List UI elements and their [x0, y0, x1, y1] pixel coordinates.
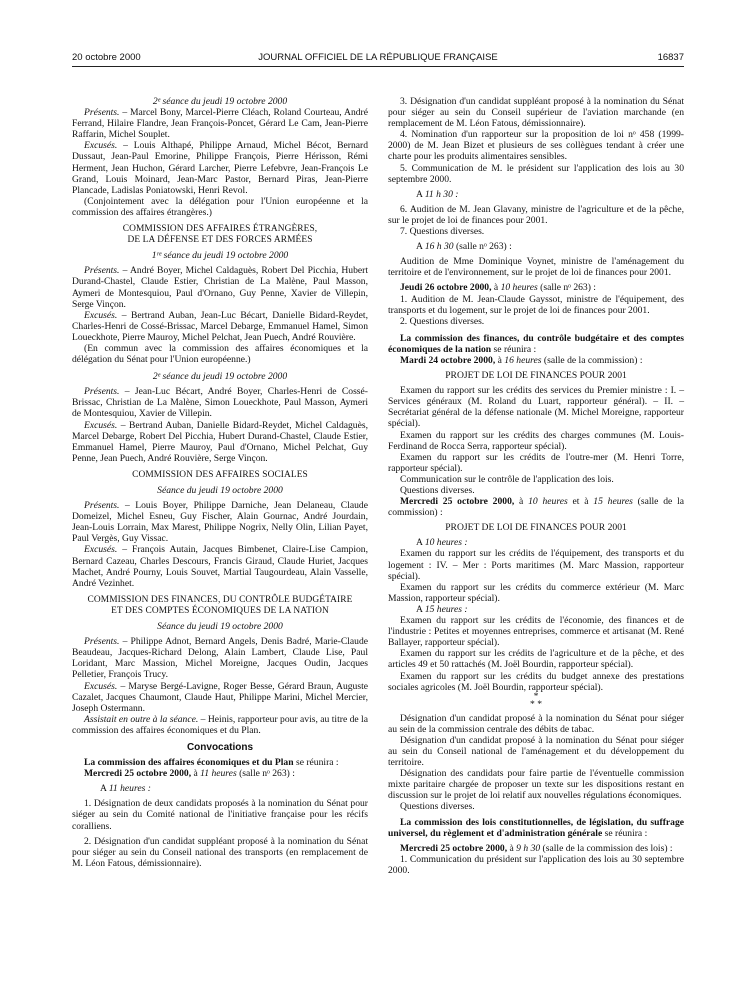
- time-italic: 15 heures: [593, 496, 633, 508]
- intro-rest: se réunira :: [491, 343, 537, 355]
- session-title: Séance du jeudi 19 octobre 2000: [157, 621, 283, 633]
- time-prefix: A: [416, 603, 425, 615]
- time-slot: [72, 783, 368, 794]
- assist-paragraph: [72, 714, 368, 736]
- separator-star: *: [533, 690, 539, 702]
- commission-title: DE LA DÉFENSE ET DES FORCES ARMÉES: [127, 235, 313, 246]
- commission-title: ET DES COMPTES ÉCONOMIQUES DE LA NATION: [111, 605, 329, 616]
- time-rest: (salle nᵒ 263) :: [453, 241, 512, 253]
- subheading: PROJET DE LOI DE FINANCES POUR 2001: [445, 522, 627, 534]
- convocation-intro: [388, 333, 684, 355]
- session-title: Séance du jeudi 19 octobre 2000: [157, 485, 283, 496]
- presents-names: – Louis Boyer, Philippe Darniche, Jean Delaneau, Claude Domeizel, Michel Esneu, Guy Fischer, Alain Gournac, André Jourdain, Jean-Louis Lorrain, Max Marest, Philippe Nogrix, Nelly Olin, Lilian Payet, Paul Vergès, Guy Vissac.: [72, 500, 368, 545]
- time-italic: 11 heures: [200, 768, 237, 780]
- presents-label: Présents.: [84, 107, 120, 119]
- date-text: à: [507, 842, 517, 854]
- date-text: à: [495, 354, 505, 366]
- time-italic: 10 heures: [528, 496, 568, 508]
- date-text: (salle de la commission des lois) :: [540, 842, 673, 854]
- agenda-item: Audition de Mme Dominique Voynet, ministre de l'aménagement du territoire et de l'environnement, sur le projet de loi de finances pour 2001.: [388, 256, 684, 279]
- agenda-item: Désignation d'un candidat proposé à la nomination du Sénat pour siéger au sein du Conseil national de l'aménagement et du développement du territoire.: [388, 734, 684, 769]
- time-italic: 10 heures: [500, 282, 538, 294]
- presents-paragraph: [72, 386, 368, 419]
- agenda-item: Désignation d'un candidat proposé à la nomination du Sénat pour siéger au sein de la commission centrale des débits de tabac.: [388, 712, 684, 735]
- intro-rest: se réunira :: [293, 757, 339, 769]
- date-text: (salle nᵒ 263) :: [236, 768, 295, 780]
- date-text: à: [514, 496, 529, 508]
- header-date: 20 octobre 2000: [72, 52, 141, 63]
- session-title: 2ᵉ séance du jeudi 19 octobre 2000: [152, 96, 288, 107]
- agenda-item: Désignation des candidats pour faire partie de l'éventuelle commission mixte paritaire chargée de proposer un texte sur les dispositions restant en discussion sur le projet de loi relatif aux nouvelles régulations économiques.: [388, 768, 684, 802]
- date-bold: Mercredi 25 octobre 2000,: [400, 496, 515, 508]
- agenda-item: Examen du rapport sur les crédits de l'agriculture et de la pêche, et des articles 49 et 50 rattachés (M. Joël Bourdin, rapporteur spécial).: [388, 648, 684, 671]
- presents-paragraph: [72, 265, 368, 309]
- time-italic: 15 heures :: [424, 603, 468, 615]
- agenda-item: 7. Questions diverses.: [400, 226, 485, 238]
- presents-label: Présents.: [84, 636, 120, 648]
- excuses-paragraph: [72, 140, 368, 195]
- meeting-date: [388, 282, 684, 293]
- agenda-item: 1. Désignation de deux candidats proposés à la nomination du Sénat pour siéger au sein du Comité national de l'initiative française pour les récifs coralliens.: [72, 798, 368, 832]
- agenda-item: Examen du rapport sur les crédits des services du Premier ministre : I. – Services généraux (M. Roland du Luart, rapporteur général). – II. – Secrétariat général de la défense nationale (M. Michel Moreigne, rapporteur spécial).: [388, 385, 684, 430]
- agenda-item: 2. Questions diverses.: [400, 315, 485, 327]
- presents-paragraph: [72, 107, 368, 140]
- header-rule: [72, 66, 684, 67]
- agenda-item: Examen du rapport sur les crédits des charges communes (M. Louis-Ferdinand de Rocca Serra, rapporteur spécial).: [388, 429, 684, 452]
- excuses-names: – Louis Althapé, Philippe Arnaud, Michel Bécot, Bernard Dussaut, Jean-Paul Emorine, Philippe François, Pierre Hérisson, Rémi Herment, Jean Huchon, Gérard Larcher, Pierre Lefebvre, Jean-François Le Grand, Louis Moinard, Jean-Marc Pastor, Bernard Piras, Jean-Pierre Plancade, Ladislas Poniatowski, Henri Revol.: [72, 140, 368, 196]
- session-title: 2ᵉ séance du jeudi 19 octobre 2000: [152, 371, 288, 383]
- session-note: (Conjointement avec la délégation pour l'Union européenne et la commission des affaires étrangères.): [72, 195, 368, 218]
- time-italic: 16 h 30: [424, 241, 454, 253]
- excuses-names: – Bertrand Auban, Jean-Luc Bécart, Danielle Bidard-Reydet, Charles-Henri de Cossé-Brissac, Marcel Debarge, Emmanuel Hamel, Simon Loueckhote, Pierre Mauroy, Michel Pelchat, Jean Puech, André Rouvière.: [72, 309, 368, 343]
- agenda-item: Examen du rapport sur les crédits de l'économie, des finances et de l'industrie : Petites et moyennes entreprises, commerce et artisanat (M. René Ballayer, rapporteur spécial).: [388, 615, 684, 649]
- time-prefix: A: [416, 537, 425, 549]
- date-bold: Mercredi 25 octobre 2000,: [400, 842, 508, 854]
- date-text: à: [491, 282, 501, 294]
- time-prefix: A: [100, 783, 109, 795]
- meeting-date: [72, 768, 368, 779]
- presents-names: – André Boyer, Michel Caldaguès, Robert Del Picchia, Hubert Durand-Chastel, Claude Estier, Christian de La Malène, Paul Masson, Aymeri de Montesquiou, Paul d'Ornano, Guy Penne, Xavier de Villepin, Serge Vinçon.: [72, 265, 368, 310]
- agenda-item: Questions diverses.: [400, 801, 475, 813]
- convocations-title: Convocations: [186, 741, 254, 753]
- agenda-item: Communication sur le contrôle de l'application des lois.: [400, 473, 614, 485]
- date-text: à: [191, 768, 201, 780]
- date-text: (salle de la commission) :: [541, 354, 643, 366]
- session-note: (En commun avec la commission des affaires économiques et la délégation du Sénat pour l'Union européenne.): [72, 342, 368, 366]
- date-text: (salle de la commission) :: [388, 496, 684, 519]
- meeting-date: [388, 843, 684, 854]
- time-slot: [388, 537, 684, 548]
- excuses-names: – Bertrand Auban, Danielle Bidard-Reydet, Michel Caldaguès, Marcel Debarge, Robert Del Picchia, Hubert Durand-Chastel, Claude Estier, Emmanuel Hamel, Pierre Mauroy, Paul d'Ornano, Michel Pelchat, Guy Penne, Jean Puech, André Rouvière, Serge Vinçon.: [72, 419, 368, 464]
- presents-label: Présents.: [84, 500, 120, 512]
- presents-label: Présents.: [84, 386, 120, 398]
- meeting-date: [388, 355, 684, 366]
- time-italic: 11 heures :: [108, 783, 151, 795]
- agenda-item: Examen du rapport sur les crédits du commerce extérieur (M. Marc Massion, rapporteur spécial).: [388, 581, 684, 604]
- agenda-item: 1. Communication du président sur l'application des lois au 30 septembre 2000.: [388, 853, 684, 876]
- convocation-intro: [72, 757, 368, 768]
- header-title: JOURNAL OFFICIEL DE LA RÉPUBLIQUE FRANÇAISE: [258, 52, 498, 63]
- time-italic: 10 heures :: [424, 537, 468, 549]
- excuses-label: Excusés.: [84, 680, 118, 692]
- page-header: [72, 52, 684, 64]
- presents-label: Présents.: [84, 265, 120, 277]
- commission-title: COMMISSION DES AFFAIRES SOCIALES: [132, 469, 308, 480]
- excuses-label: Excusés.: [84, 140, 118, 152]
- date-bold: Mercredi 25 octobre 2000,: [84, 768, 192, 780]
- time-prefix: A: [416, 241, 425, 253]
- time-slot: [388, 604, 684, 615]
- excuses-paragraph: [72, 544, 368, 588]
- time-italic: 11 h 30 :: [424, 188, 459, 200]
- agenda-item: Examen du rapport sur les crédits du budget annexe des prestations sociales agricoles (M. Joël Bourdin, rapporteur spécial).: [388, 670, 684, 693]
- commission-name: La commission des affaires économiques et du Plan: [84, 757, 294, 769]
- date-text: et à: [567, 496, 594, 508]
- agenda-item: 2. Désignation d'un candidat suppléant proposé à la nomination du Sénat pour siéger au sein du Conseil national des transports (en remplacement de M. Léon Fatous, démissionnaire).: [72, 835, 368, 869]
- left-column: [72, 96, 368, 869]
- time-italic: 16 heures: [504, 354, 542, 366]
- agenda-item: 1. Audition de M. Jean-Claude Gayssot, ministre de l'équipement, des transports et du logement, sur le projet de loi de finances pour 2001.: [388, 293, 684, 316]
- presents-paragraph: [72, 636, 368, 680]
- excuses-names: – François Autain, Jacques Bimbenet, Claire-Lise Campion, Bernard Cazeau, Charles Descours, Francis Giraud, Claude Huriet, Jacques Machet, André Pourny, Louis Souvet, Martial Taugourdeau, Alain Vasselle, André Vezinhet.: [72, 544, 368, 589]
- excuses-paragraph: [72, 420, 368, 464]
- session-title: 1ʳᵉ séance du jeudi 19 octobre 2000: [151, 250, 289, 262]
- excuses-label: Excusés.: [84, 419, 118, 431]
- excuses-label: Excusés.: [84, 309, 118, 321]
- commission-title: COMMISSION DES FINANCES, DU CONTRÔLE BUDGÉTAIRE: [87, 594, 353, 605]
- header-page-number: 16837: [657, 52, 684, 63]
- agenda-item: Questions diverses.: [400, 485, 475, 496]
- date-bold: Jeudi 26 octobre 2000,: [400, 282, 492, 294]
- excuses-paragraph: [72, 310, 368, 343]
- time-italic: 9 h 30: [516, 842, 541, 854]
- meeting-date: [388, 496, 684, 518]
- excuses-names: – Maryse Bergé-Lavigne, Roger Besse, Gérard Braun, Auguste Cazalet, Jacques Chaumont, Claude Haut, Philippe Marini, Michel Mercier, Joseph Ostermann.: [72, 680, 368, 714]
- commission-name: La commission des lois constitutionnelles, de législation, du suffrage universel, du règlement et d'administration générale: [388, 816, 684, 839]
- assist-label: Assistait en outre à la séance.: [84, 713, 199, 725]
- agenda-item: 4. Nomination d'un rapporteur sur la proposition de loi nᵒ 458 (1999-2000) de M. Jean Bizet et plusieurs de ses collègues tendant à créer une charte pour les produits alimentaires sensibles.: [388, 129, 684, 163]
- time-prefix: A: [416, 188, 425, 200]
- agenda-item: Examen du rapport sur les crédits de l'outre-mer (M. Henri Torre, rapporteur spécial).: [388, 451, 684, 474]
- time-slot: [388, 241, 684, 252]
- excuses-label: Excusés.: [84, 544, 118, 556]
- presents-names: – Marcel Bony, Marcel-Pierre Cléach, Roland Courteau, André Ferrand, Hilaire Flandre, Jean François-Poncet, Gérard Le Cam, Jean-Pierre Raffarin, Michel Souplet.: [72, 107, 368, 141]
- separator-stars: * *: [530, 698, 542, 710]
- agenda-item: 3. Désignation d'un candidat suppléant proposé à la nomination du Sénat pour siéger au sein du Conseil supérieur de l'aviation marchande (en remplacement de M. Léon Fatous, démissionnaire).: [388, 96, 684, 130]
- date-bold: Mardi 24 octobre 2000,: [400, 354, 496, 366]
- right-column: [388, 96, 684, 876]
- presents-names: – Philippe Adnot, Bernard Angels, Denis Badré, Marie-Claude Beaudeau, Jacques-Richard Delong, Alain Lambert, Claude Lise, Paul Loridant, Marc Massion, Michel Moreigne, Jacques Oudin, Jacques Pelletier, François Trucy.: [72, 636, 368, 681]
- time-slot: [388, 189, 684, 200]
- date-text: (salle nᵒ 263) :: [537, 282, 596, 294]
- presents-names: – Jean-Luc Bécart, André Boyer, Charles-Henri de Cossé-Brissac, Christian de La Malène, Simon Loueckhote, Paul Masson, Aymeri de Montesquiou, Xavier de Villepin.: [72, 386, 368, 420]
- convocation-intro: [388, 817, 684, 839]
- agenda-item: 6. Audition de M. Jean Glavany, ministre de l'agriculture et de la pêche, sur le projet de loi de finances pour 2001.: [388, 203, 684, 226]
- intro-rest: se réunira :: [602, 827, 648, 839]
- agenda-item: Examen du rapport sur les crédits de l'équipement, des transports et du logement : IV. – Mer : Ports maritimes (M. Marc Massion, rapporteur spécial).: [388, 548, 684, 582]
- commission-title: COMMISSION DES AFFAIRES ÉTRANGÈRES,: [122, 224, 318, 235]
- presents-paragraph: [72, 500, 368, 544]
- subheading: PROJET DE LOI DE FINANCES POUR 2001: [445, 370, 627, 382]
- agenda-item: 5. Communication de M. le président sur l'application des lois au 30 septembre 2000.: [388, 162, 684, 185]
- assist-text: – Heinis, rapporteur pour avis, au titre de la commission des affaires économiques et du Plan.: [72, 713, 368, 736]
- commission-name: La commission des finances, du contrôle budgétaire et des comptes économiques de la nation: [388, 332, 684, 355]
- excuses-paragraph: [72, 681, 368, 714]
